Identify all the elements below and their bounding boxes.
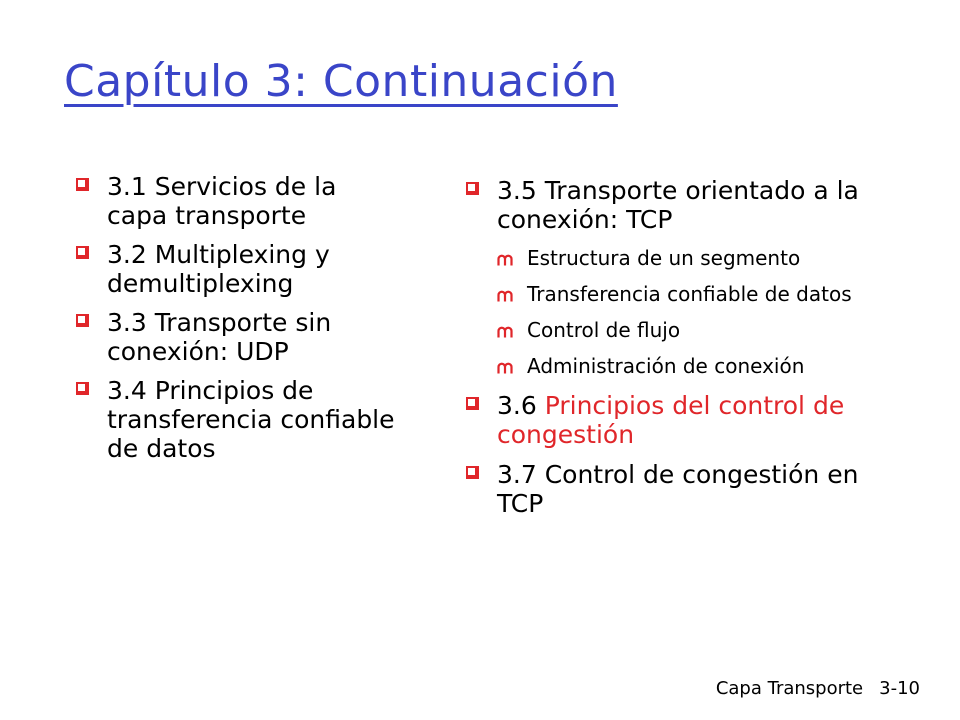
list-item (72, 240, 402, 298)
list-item (462, 391, 892, 449)
sub-item-label: Transferencia confiable de datos (527, 282, 852, 306)
arch-bullet-icon (497, 253, 513, 266)
square-bullet-icon (466, 182, 479, 195)
item-label: 3.5 Transporte orientado a la conexión: TCP (497, 176, 859, 234)
sub-item-label: Administración de conexión (527, 354, 805, 378)
list-item (462, 176, 892, 380)
sub-list-item (497, 244, 892, 272)
sub-item-label: Control de flujo (527, 318, 681, 342)
sub-list-item (497, 352, 892, 380)
square-bullet-icon (76, 314, 89, 327)
square-bullet-icon (76, 382, 89, 395)
highlighted-item-label: Principios del control de congestión (497, 391, 845, 449)
arch-bullet-icon (497, 361, 513, 374)
item-number: 3.6 (497, 391, 545, 420)
page-number: 3-10 (879, 678, 920, 699)
square-bullet-icon (466, 397, 479, 410)
left-topic-list (72, 172, 402, 473)
sub-list-item (497, 280, 892, 308)
item-label: 3.1 Servicios de la capa transporte (107, 172, 337, 230)
footer-section: Capa Transporte (715, 678, 864, 699)
slide-title: Capítulo 3: Continuación (64, 56, 618, 107)
subtopic-list (497, 244, 892, 380)
sub-list-item (497, 316, 892, 344)
list-item (72, 172, 402, 230)
list-item (72, 308, 402, 366)
item-label: 3.2 Multiplexing y demultiplexing (107, 240, 330, 298)
item-label: 3.7 Control de congestión en TCP (497, 460, 859, 518)
square-bullet-icon (76, 178, 89, 191)
list-item (462, 460, 892, 518)
square-bullet-icon (76, 246, 89, 259)
arch-bullet-icon (497, 289, 513, 302)
square-bullet-icon (466, 466, 479, 479)
sub-item-label: Estructura de un segmento (527, 246, 801, 270)
item-label: 3.3 Transporte sin conexión: UDP (107, 308, 332, 366)
slide-footer (716, 678, 920, 699)
right-topic-list (462, 176, 892, 529)
item-label: 3.4 Principios de transferencia confiable de datos (107, 376, 395, 463)
arch-bullet-icon (497, 325, 513, 338)
list-item (72, 376, 402, 463)
